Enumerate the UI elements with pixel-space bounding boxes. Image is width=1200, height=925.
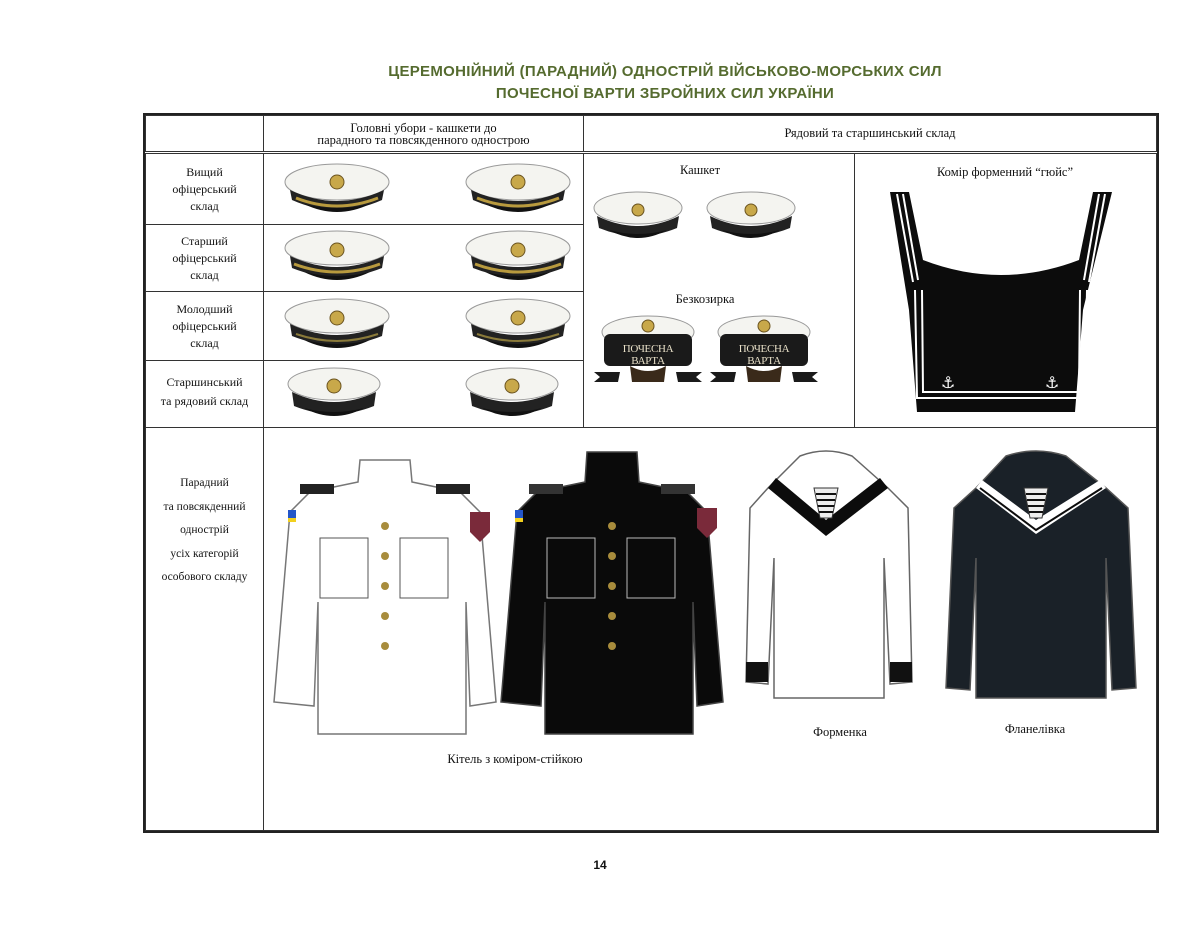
cap-icon xyxy=(463,296,573,356)
black-tunic-icon xyxy=(497,452,727,737)
document-title-line2: ПОЧЕСНОЇ ВАРТИ ЗБРОЙНИХ СИЛ УКРАЇНИ xyxy=(495,85,835,102)
header-enlisted: Рядовий та старшинський склад xyxy=(784,126,956,140)
svg-text:⚓: ⚓ xyxy=(941,373,956,392)
cap-icon xyxy=(462,364,562,424)
flanelivka-label: Фланелівка xyxy=(1004,722,1066,736)
cap-icon xyxy=(463,160,573,220)
kitel-label: Кітель з коміром-стійкою xyxy=(447,752,583,766)
cap-icon xyxy=(282,228,392,288)
header-headgear-line2: парадного та повсякденного однострою xyxy=(317,133,530,147)
bezkozyrka-ribbon-text: ПОЧЕСНА ВАРТА xyxy=(622,343,674,367)
header-empty-cell xyxy=(145,115,264,152)
row-label-junior-officers: Молодший офіцерський склад xyxy=(172,302,237,350)
flanelivka-icon xyxy=(940,448,1140,710)
formenka-label: Форменка xyxy=(813,725,867,739)
row-label-higher-officers: Старший офіцерський склад xyxy=(172,234,237,282)
header-headgear-line1: Головні убори - кашкети до xyxy=(350,121,497,135)
enlisted-cap-label: Кашкет xyxy=(679,163,721,177)
svg-text:⚓: ⚓ xyxy=(1045,373,1060,392)
collar-label: Комір форменний “гюйс” xyxy=(936,165,1074,179)
white-tunic-icon xyxy=(270,452,500,737)
collar-icon xyxy=(885,190,1117,415)
cap-icon xyxy=(591,188,686,246)
row-label-uniform: Парадний та повсякденний однострій усіх категорій особового складу xyxy=(161,477,248,583)
row-label-enlisted: Старшинський та рядовий склад xyxy=(160,375,249,408)
document-title-line1: ЦЕРЕМОНІЙНИЙ (ПАРАДНИЙ) ОДНОСТРІЙ ВІЙСЬКОВО-МОРСЬКИХ СИЛ xyxy=(388,63,942,80)
bezkozyrka-label: Безкозирка xyxy=(675,292,735,306)
formenka-icon xyxy=(738,448,918,710)
cap-icon xyxy=(284,364,384,424)
cap-icon xyxy=(463,228,573,288)
page-number: 14 xyxy=(593,858,607,872)
cap-icon xyxy=(282,160,392,220)
bezkozyrka-ribbon-text: ПОЧЕСНА ВАРТА xyxy=(738,343,790,367)
row-label-senior-officers: Вищий офіцерський склад xyxy=(172,165,237,213)
cap-icon xyxy=(704,188,799,246)
cap-icon xyxy=(282,296,392,356)
